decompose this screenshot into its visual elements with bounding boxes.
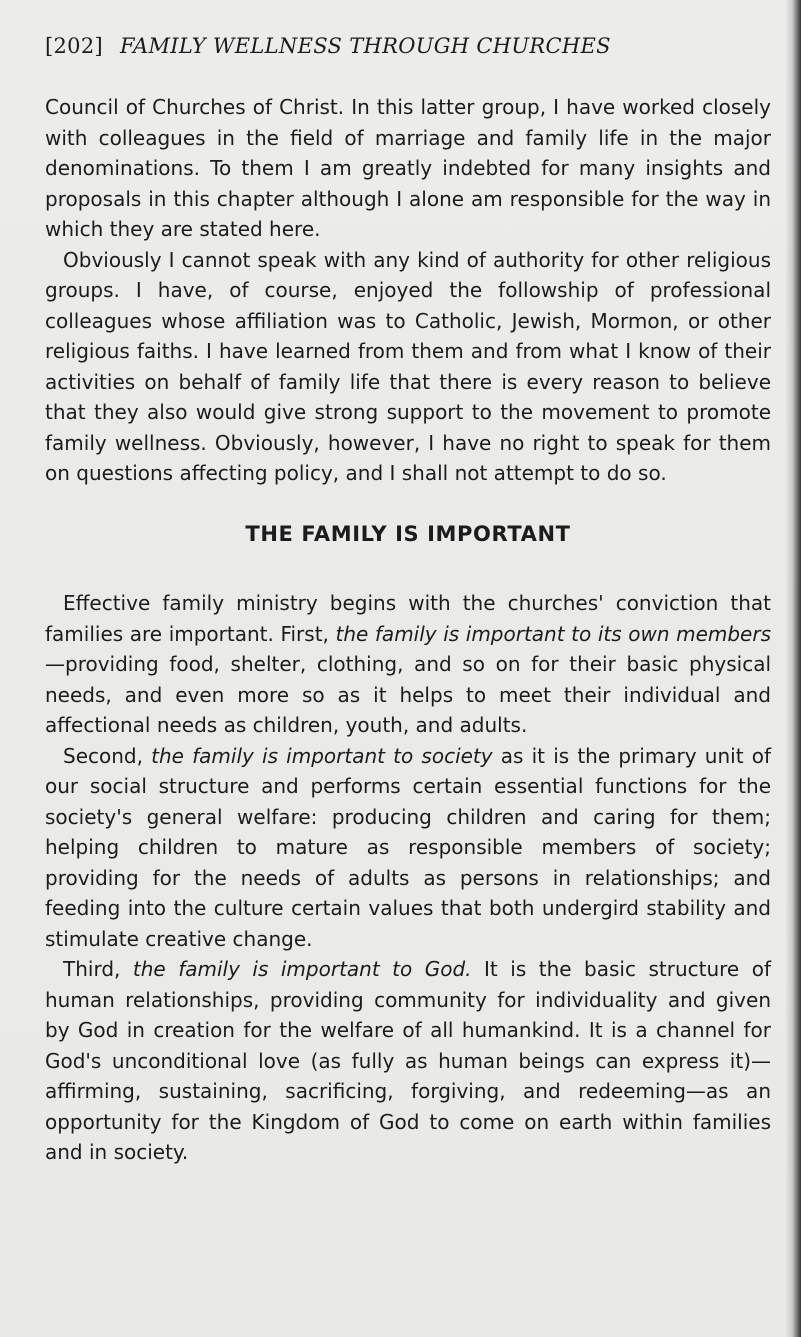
section-paragraph-3: [45, 954, 771, 1168]
book-title: FAMILY WELLNESS THROUGH CHURCHES: [119, 34, 611, 58]
paragraph-1-tail: —providing food, shelter, clothing, and so on for their basic physical needs, and even more so as it helps to meet their individual and affectional needs as children, youth, and adults.: [45, 652, 771, 737]
intro-paragraph-1: Council of Churches of Christ. In this latter group, I have worked closely with colleagues in the field of marriage and family life in the major denominations. To them I am greatly indebted for many insights and proposals in this chapter although I alone am responsible for the way in which they are stated here.: [45, 95, 771, 241]
paragraph-1-lead: Effective family ministry begins with the churches' conviction that families are important. First,: [45, 591, 771, 646]
section-paragraph-1: [45, 588, 771, 741]
paragraph-2-emphasis: the family is important to society: [151, 743, 493, 768]
section-paragraph-2: [45, 741, 771, 955]
intro-text: [45, 92, 771, 489]
paragraph-2-lead: Second,: [63, 743, 152, 768]
paragraph-1-emphasis: the family is important to its own members: [335, 621, 772, 646]
intro-paragraph-2: Obviously I cannot speak with any kind of authority for other religious groups. I have, of course, enjoyed the followship of professional colleagues whose affiliation was to Catholic, Jewish, Mormon, or other religious faiths. I have learned from them and from what I know of their activities on behalf of family life that there is every reason to believe that they also would give strong support to the movement to promote family wellness. Obviously, however, I have no right to speak for them on questions affecting policy, and I shall not attempt to do so.: [45, 247, 771, 485]
running-head: [45, 34, 611, 58]
section-heading: THE FAMILY IS IMPORTANT: [245, 522, 571, 546]
page-edge-shadow: [785, 0, 801, 1337]
paragraph-3-tail: It is the basic structure of human relationships, providing community for individuality and given by God in creation for the welfare of all humankind. It is a channel for God's unconditional love (as fully as human beings can express it)—affirming, sustaining, sacrificing, forgiving, and redeeming—as an opportunity for the Kingdom of God to come on earth within families and in society.: [45, 957, 771, 1164]
paragraph-3-emphasis: the family is important to God.: [132, 957, 472, 981]
section-text: [45, 588, 771, 1168]
page-number: [202]: [45, 34, 103, 58]
paragraph-2-tail: as it is the primary unit of our social structure and performs certain essential functions for the society's general welfare: producing children and caring for them; helping children to mature as responsible members of society; providing for the needs of adults as persons in relationships; and feeding into the culture certain values that both undergird stability and stimulate creative change.: [45, 743, 771, 951]
paragraph-3-lead: Third,: [63, 957, 133, 981]
